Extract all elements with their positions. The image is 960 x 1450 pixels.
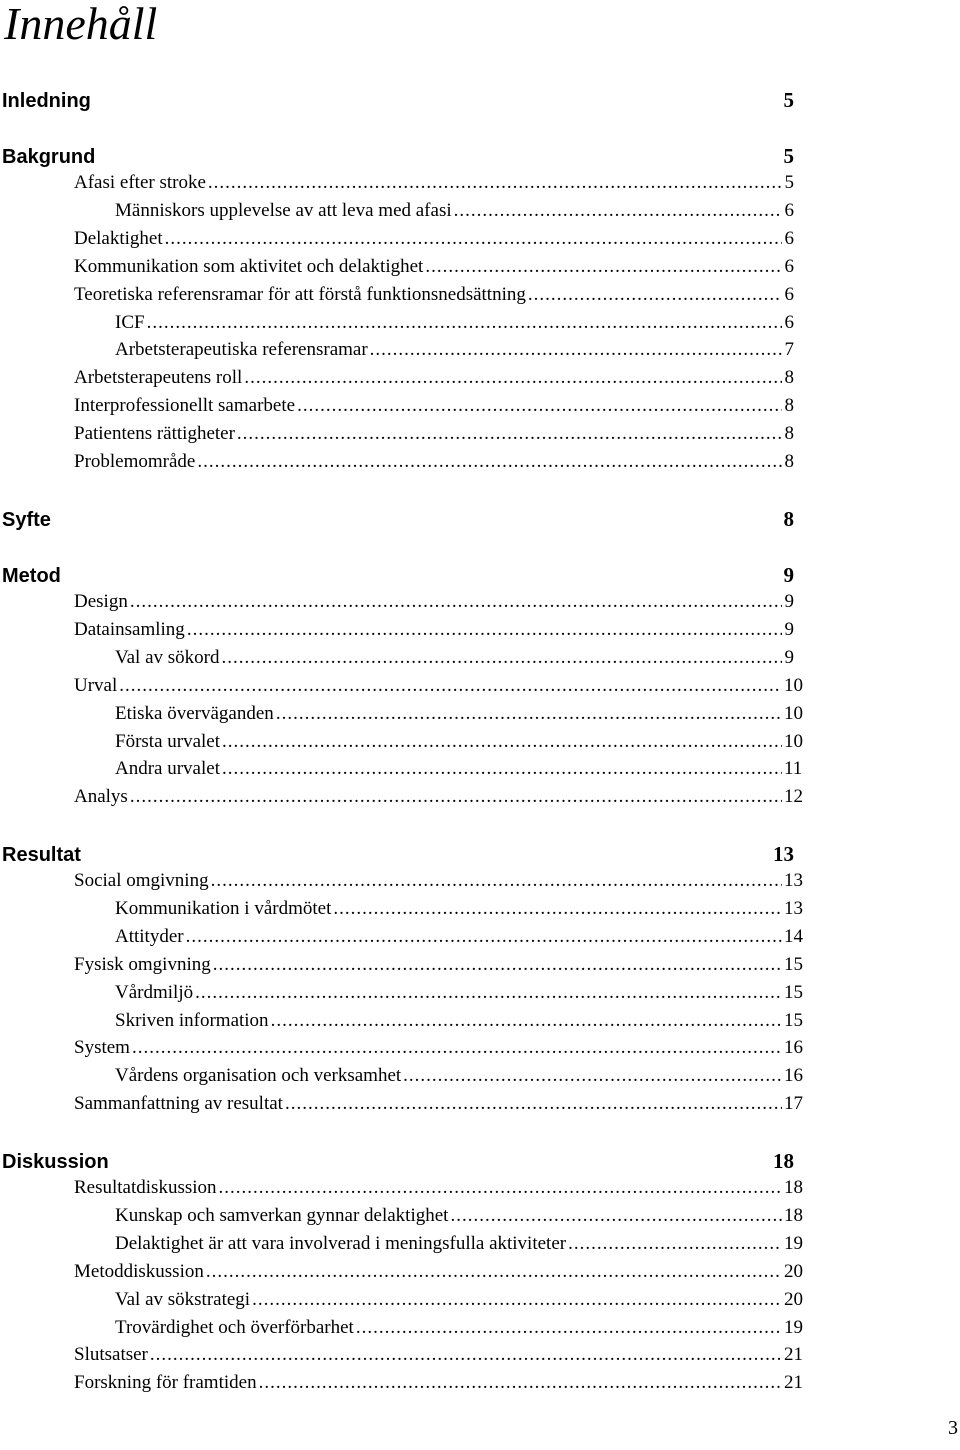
toc-entry[interactable] [74, 1175, 803, 1201]
toc-heading-page: 18 [773, 1149, 794, 1173]
dot-leader [187, 617, 782, 643]
toc-heading-label: Diskussion [2, 1151, 109, 1173]
dot-leader [130, 784, 782, 810]
toc-entry[interactable] [74, 1370, 803, 1396]
dot-leader [197, 449, 782, 475]
toc-entry[interactable] [115, 1287, 803, 1313]
toc-entry[interactable] [74, 282, 794, 308]
toc-entry-label: Fysisk omgivning [74, 954, 211, 975]
toc-entry-label: Afasi efter stroke [74, 172, 206, 193]
toc-entry-label: Forskning för framtiden [74, 1372, 257, 1393]
toc-entry-page: 10 [784, 703, 803, 724]
toc-entry-page: 16 [784, 1037, 803, 1058]
toc-entry[interactable] [74, 421, 794, 447]
toc-entry-page: 7 [784, 339, 794, 360]
toc-entry-label: Problemområde [74, 451, 196, 472]
dot-leader [132, 1035, 782, 1061]
dot-leader [450, 1203, 782, 1229]
toc-entry-label: Vårdens organisation och verksamhet [115, 1065, 402, 1086]
dot-leader [150, 1342, 782, 1368]
dot-leader [259, 1370, 782, 1396]
toc-heading-label: Bakgrund [2, 146, 96, 168]
toc-entry[interactable] [115, 924, 803, 950]
toc-entry-page: 8 [784, 451, 794, 472]
toc-entry-label: Delaktighet är att vara involverad i meningsfulla aktiviteter [115, 1233, 567, 1254]
dot-leader [211, 868, 782, 894]
toc-entry-label: Delaktighet [74, 228, 163, 249]
toc-entry-page: 19 [784, 1317, 803, 1338]
toc-entry[interactable] [74, 449, 794, 475]
dot-leader [186, 924, 782, 950]
toc-heading[interactable] [2, 142, 794, 170]
toc-heading-label: Metod [2, 565, 61, 587]
toc-entry-page: 10 [784, 731, 803, 752]
toc-entry-page: 20 [784, 1289, 803, 1310]
toc-entry-page: 15 [784, 982, 803, 1003]
toc-entry-page: 21 [784, 1344, 803, 1365]
dot-leader [221, 645, 782, 671]
toc-entry-page: 13 [784, 898, 803, 919]
toc-entry[interactable] [74, 393, 794, 419]
toc-entry-page: 13 [784, 870, 803, 891]
toc-heading-page: 9 [783, 563, 794, 587]
toc-heading-label: Resultat [2, 844, 81, 866]
dot-leader [130, 589, 782, 615]
dot-leader [276, 701, 782, 727]
toc-entry-label: Attityder [115, 926, 184, 947]
toc-entry[interactable] [74, 617, 794, 643]
toc-entry[interactable] [115, 701, 803, 727]
page-title: Innehåll [4, 0, 158, 49]
toc-entry-page: 6 [784, 200, 794, 221]
toc-entry[interactable] [115, 1231, 803, 1257]
toc-entry-label: Första urvalet [115, 731, 221, 752]
toc-entry[interactable] [74, 1091, 803, 1117]
toc-heading[interactable] [2, 86, 794, 114]
toc-entry[interactable] [74, 952, 803, 978]
dot-leader [333, 896, 782, 922]
toc-entry[interactable] [115, 645, 794, 671]
toc-entry[interactable] [74, 1259, 803, 1285]
toc-entry-label: Sammanfattning av resultat [74, 1093, 283, 1114]
toc-entry-page: 17 [784, 1093, 803, 1114]
dot-leader [219, 1175, 782, 1201]
dot-leader [165, 226, 782, 252]
toc-entry[interactable] [115, 198, 794, 224]
toc-entry[interactable] [74, 365, 794, 391]
toc-entry-label: Skriven information [115, 1010, 269, 1031]
dot-leader [403, 1063, 782, 1089]
toc-heading-page: 8 [783, 507, 794, 531]
toc-entry-label: System [74, 1037, 130, 1058]
toc-entry-label: Kommunikation som aktivitet och delaktighet [74, 256, 424, 277]
toc-entry-page: 19 [784, 1233, 803, 1254]
dot-leader [213, 952, 782, 978]
toc-entry-label: Val av sökord [115, 647, 220, 668]
toc-entry-page: 18 [784, 1205, 803, 1226]
toc-entry-label: Teoretiska referensramar för att förstå funktionsnedsättning [74, 284, 526, 305]
toc-entry-page: 8 [784, 423, 794, 444]
toc-entry[interactable] [115, 1315, 803, 1341]
toc-entry[interactable] [74, 1035, 803, 1061]
toc-entry-label: Människors upplevelse av att leva med afasi [115, 200, 452, 221]
toc-entry-label: Arbetsterapeutiska referensramar [115, 339, 368, 360]
dot-leader [271, 1008, 782, 1034]
toc-heading-page: 13 [773, 842, 794, 866]
toc-entry-page: 9 [784, 591, 794, 612]
toc-entry-page: 9 [784, 647, 794, 668]
toc-heading[interactable] [2, 840, 794, 868]
toc-entry-label: Datainsamling [74, 619, 185, 640]
toc-entry-label: Andra urvalet [115, 758, 220, 779]
toc-entry[interactable] [74, 226, 794, 252]
dot-leader [222, 729, 782, 755]
toc-entry-label: Social omgivning [74, 870, 209, 891]
dot-leader [237, 421, 782, 447]
toc-entry-page: 12 [784, 786, 803, 807]
toc-entry[interactable] [115, 1008, 803, 1034]
toc-heading[interactable] [2, 1147, 794, 1175]
toc-entry-label: Trovärdighet och överförbarhet [115, 1317, 354, 1338]
dot-leader [528, 282, 782, 308]
toc-entry-label: Val av sökstrategi [115, 1289, 251, 1310]
toc-entry-page: 20 [784, 1261, 803, 1282]
toc-entry-label: ICF [115, 312, 145, 333]
toc-entry-page: 6 [784, 256, 794, 277]
dot-leader [568, 1231, 782, 1257]
dot-leader [297, 393, 782, 419]
toc-heading[interactable] [2, 561, 794, 589]
dot-leader [208, 170, 782, 196]
dot-leader [252, 1287, 782, 1313]
toc-entry-page: 6 [784, 228, 794, 249]
toc-entry-page: 15 [784, 1010, 803, 1031]
toc-heading-page: 5 [783, 144, 794, 168]
toc-entry[interactable] [115, 337, 794, 363]
toc-heading-page: 5 [783, 88, 794, 112]
toc-entry[interactable] [74, 254, 794, 280]
toc-entry-label: Resultatdiskussion [74, 1177, 217, 1198]
toc-entry-page: 9 [784, 619, 794, 640]
dot-leader [222, 756, 782, 782]
toc-entry-label: Vårdmiljö [115, 982, 194, 1003]
dot-leader [454, 198, 782, 224]
toc-entry-label: Analys [74, 786, 128, 807]
toc-entry[interactable] [115, 310, 794, 336]
toc-entry[interactable] [115, 896, 803, 922]
toc-entry-page: 8 [784, 395, 794, 416]
toc-entry[interactable] [74, 784, 803, 810]
toc-heading-label: Syfte [2, 509, 51, 531]
dot-leader [147, 310, 782, 336]
toc-entry[interactable] [115, 756, 803, 782]
toc-entry[interactable] [74, 589, 794, 615]
toc-entry[interactable] [74, 868, 803, 894]
toc-entry[interactable] [74, 673, 803, 699]
toc-entry-page: 6 [784, 312, 794, 333]
toc-entry-label: Etiska överväganden [115, 703, 274, 724]
toc-entry-label: Kunskap och samverkan gynnar delaktighet [115, 1205, 449, 1226]
toc-entry-page: 8 [784, 367, 794, 388]
toc-entry-page: 18 [784, 1177, 803, 1198]
toc-entry[interactable] [115, 980, 803, 1006]
toc-heading[interactable] [2, 505, 794, 533]
toc-entry-page: 5 [784, 172, 794, 193]
toc-entry-label: Slutsatser [74, 1344, 148, 1365]
toc-entry-label: Arbetsterapeutens roll [74, 367, 243, 388]
toc-entry-label: Design [74, 591, 128, 612]
toc-entry-page: 15 [784, 954, 803, 975]
dot-leader [244, 365, 782, 391]
toc-entry-label: Urval [74, 675, 118, 696]
toc-entry[interactable] [115, 1203, 803, 1229]
toc-entry-label: Metoddiskussion [74, 1261, 204, 1282]
toc-entry-page: 11 [784, 758, 803, 779]
dot-leader [206, 1259, 782, 1285]
toc-entry-label: Kommunikation i vårdmötet [115, 898, 332, 919]
toc-entry-page: 14 [784, 926, 803, 947]
toc-entry-label: Patientens rättigheter [74, 423, 235, 444]
dot-leader [370, 337, 782, 363]
toc-entry[interactable] [115, 1063, 803, 1089]
toc-entry[interactable] [74, 170, 794, 196]
toc-entry-page: 16 [784, 1065, 803, 1086]
page-number: 3 [948, 1417, 958, 1439]
dot-leader [119, 673, 782, 699]
dot-leader [195, 980, 782, 1006]
dot-leader [356, 1315, 782, 1341]
toc-entry-page: 10 [784, 675, 803, 696]
toc-entry-page: 21 [784, 1372, 803, 1393]
toc-entry[interactable] [74, 1342, 803, 1368]
dot-leader [285, 1091, 782, 1117]
toc-entry[interactable] [115, 729, 803, 755]
toc-entry-label: Interprofessionellt samarbete [74, 395, 296, 416]
toc-entry-page: 6 [784, 284, 794, 305]
toc-heading-label: Inledning [2, 90, 91, 112]
dot-leader [425, 254, 782, 280]
